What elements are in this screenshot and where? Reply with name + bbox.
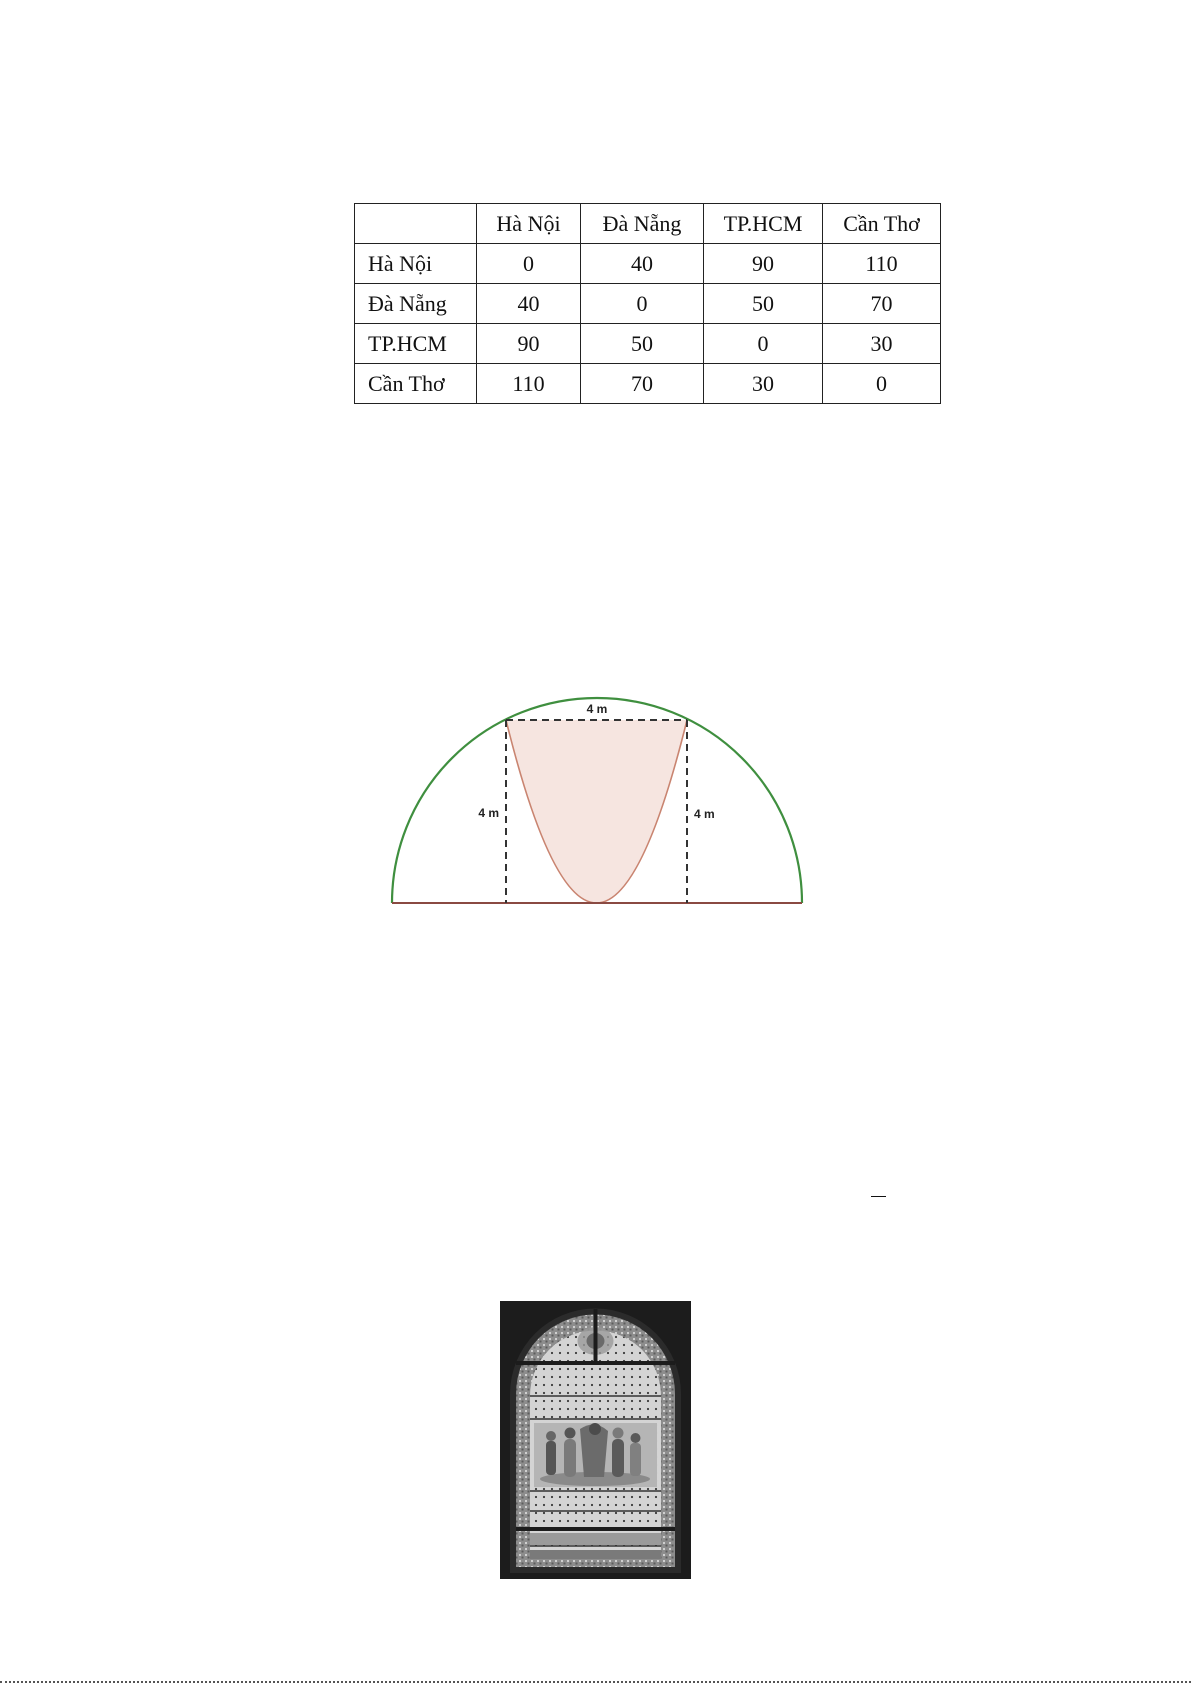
right-height-label: 4 m [694,807,715,821]
left-height-label: 4 m [478,806,499,820]
table-cell: 90 [477,324,581,364]
semicircle-parabola-diagram [380,680,820,920]
table-cell: 40 [581,244,704,284]
table-header-row [355,204,941,244]
row-label-cell: TP.HCM [355,324,477,364]
row-label-cell: Cần Thơ [355,364,477,404]
table-header-cell: TP.HCM [704,204,823,244]
table-header-cell: Cần Thơ [823,204,941,244]
table-row [355,324,941,364]
table-row [355,284,941,324]
table-header-cell [355,204,477,244]
table-cell: 110 [823,244,941,284]
table-cell: 0 [823,364,941,404]
table-row [355,244,941,284]
table-cell: 40 [477,284,581,324]
table-row [355,364,941,404]
table-header-cell: Hà Nội [477,204,581,244]
table-cell: 50 [704,284,823,324]
row-label-cell: Hà Nội [355,244,477,284]
top-width-label: 4 m [586,702,608,716]
table-cell: 70 [581,364,704,404]
table-cell: 90 [704,244,823,284]
fraction-bar [871,1196,886,1197]
table-cell: 110 [477,364,581,404]
table-cell: 0 [704,324,823,364]
table-cell: 50 [581,324,704,364]
table-cell: 0 [581,284,704,324]
table-cell: 70 [823,284,941,324]
table-cell: 30 [823,324,941,364]
row-label-cell: Đà Nẵng [355,284,477,324]
page-bottom-rule [0,1681,1191,1683]
distance-table [354,203,941,404]
table-header-cell: Đà Nẵng [581,204,704,244]
table-cell: 30 [704,364,823,404]
table-cell: 0 [477,244,581,284]
stained-glass-window-photo [500,1301,691,1579]
